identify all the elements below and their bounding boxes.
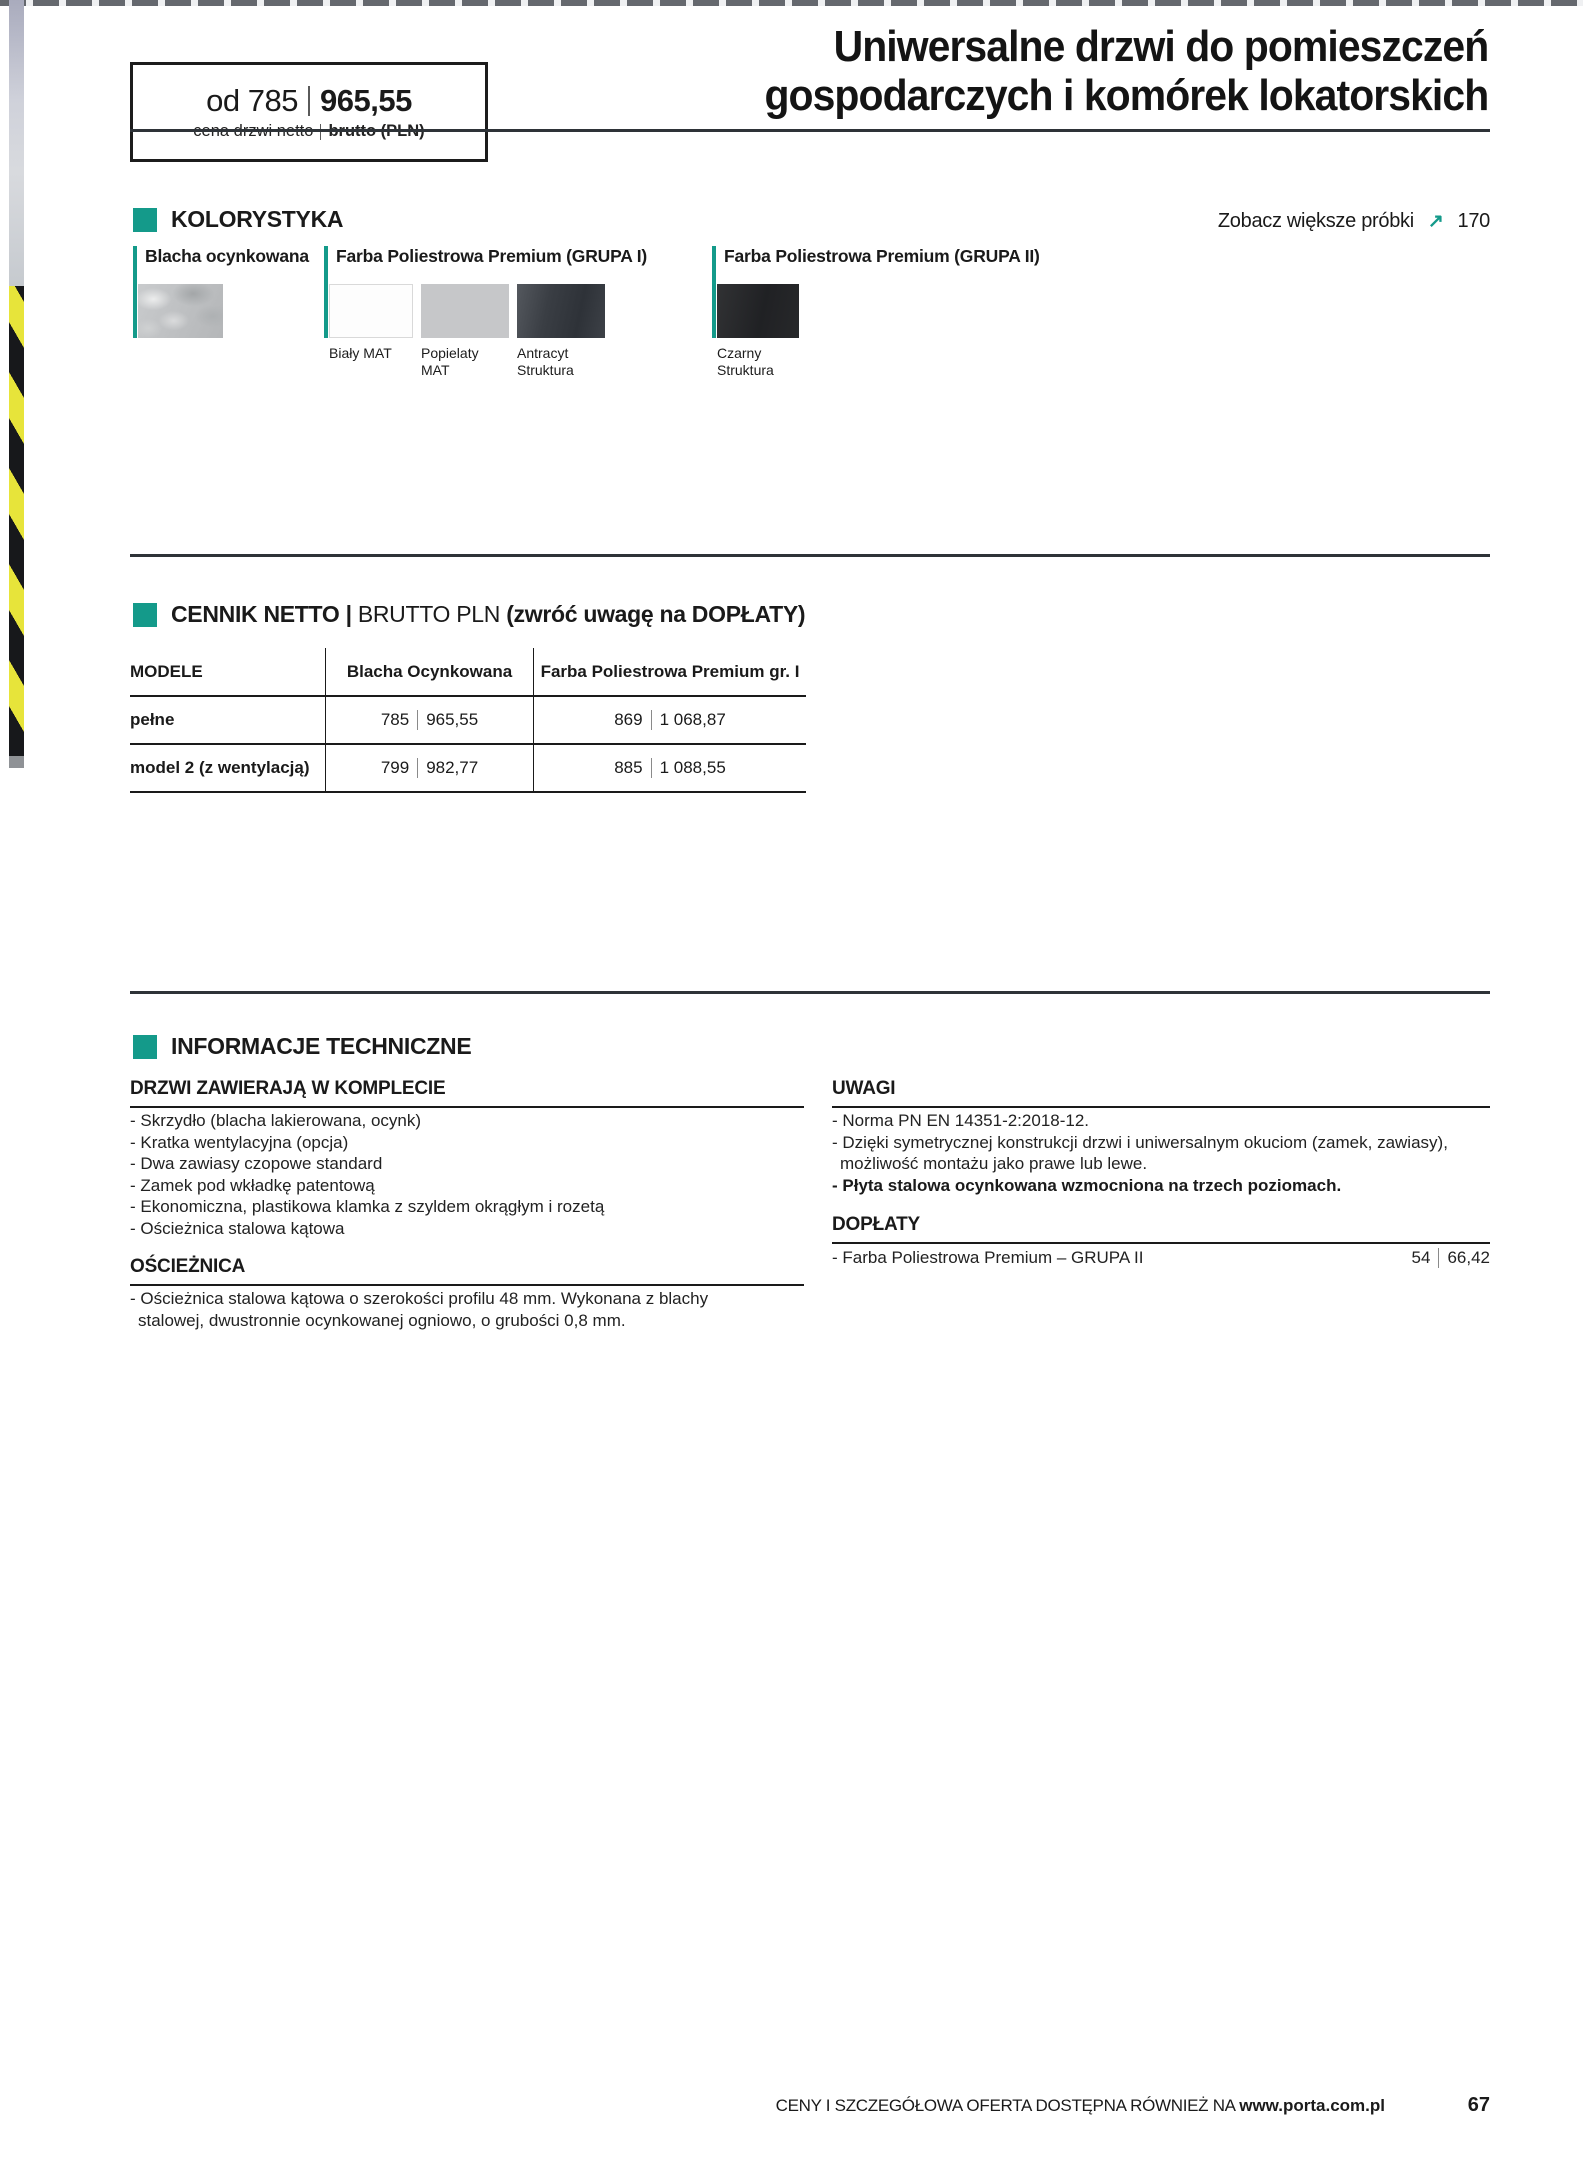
price-prefix: od [206, 83, 240, 118]
price-netto: 54 [1411, 1248, 1431, 1267]
section-header-informacje-techniczne [133, 1033, 471, 1060]
model-name: pełne [130, 710, 175, 729]
surcharge-label: - Farba Poliestrowa Premium – GRUPA II [832, 1248, 1144, 1267]
swatch-blacha-ocynkowana [138, 284, 223, 338]
color-group-farba-grupa-1 [324, 246, 647, 379]
footer-url[interactable]: www.porta.com.pl [1239, 2096, 1385, 2115]
section-title [171, 601, 805, 628]
price-table-header-row [130, 648, 806, 697]
price-brutto: 1 088,55 [659, 758, 726, 777]
price-cell [533, 697, 806, 743]
swatch-bialy-mat [329, 284, 413, 338]
section-title: INFORMACJE TECHNICZNE [171, 1033, 472, 1059]
color-group-label: Blacha ocynkowana [145, 246, 309, 266]
price-cell [533, 745, 806, 791]
cennik-bold2: (zwróć uwagę na DOPŁATY) [506, 601, 806, 627]
group-accent-bar [133, 246, 137, 338]
list-item: - Dwa zawiasy czopowe standard [130, 1154, 383, 1173]
price-netto: 799 [380, 758, 410, 777]
list-item-bold: - Płyta stalowa ocynkowana wzmocniona na trzech poziomach. [832, 1175, 1342, 1195]
list-item: - Zamek pod wkładkę patentową [130, 1175, 375, 1195]
column-header-blacha: Blacha Ocynkowana [325, 648, 533, 695]
price-netto: 785 [380, 710, 410, 729]
cennik-regular: BRUTTO PLN [357, 601, 501, 627]
list-item: - Norma PN EN 14351-2:2018-12. [832, 1111, 1090, 1130]
price-separator [651, 758, 652, 778]
price-cell [325, 697, 533, 743]
header-divider [130, 129, 1490, 132]
list-item: - Skrzydło (blacha lakierowana, ocynk) [130, 1111, 422, 1130]
swatch-czarny-struktura [717, 284, 799, 338]
price-separator [417, 710, 418, 730]
price-box-main [206, 83, 412, 119]
model-name: model 2 (z wentylacją) [130, 758, 310, 777]
swatch-antracyt-struktura [517, 284, 605, 338]
page-title-line1: Uniwersalne drzwi do pomieszczeń [833, 22, 1488, 71]
subheading-oscieznica: OŚCIEŻNICA [130, 1256, 804, 1286]
color-group-label: Farba Poliestrowa Premium (GRUPA I) [336, 246, 647, 266]
price-netto: 785 [247, 83, 298, 118]
page-number: 67 [1467, 2094, 1490, 2116]
price-box [130, 62, 488, 162]
column-header-modele: MODELE [130, 661, 203, 681]
subheading-uwagi: UWAGI [832, 1078, 1490, 1108]
swatch-label: Biały MAT [329, 345, 392, 361]
see-larger-samples-page-ref[interactable]: 170 [1457, 210, 1490, 232]
price-brutto: 965,55 [320, 83, 412, 118]
price-separator [651, 710, 652, 730]
color-group-label: Farba Poliestrowa Premium (GRUPA II) [724, 246, 1040, 266]
price-separator [417, 758, 418, 778]
swatch-label: Popielaty MAT [421, 345, 479, 378]
price-table [130, 648, 806, 793]
list-item: - Kratka wentylacyjna (opcja) [130, 1132, 349, 1152]
swatch-popielaty-mat [421, 284, 509, 338]
surcharge-row [832, 1248, 1490, 1268]
arrow-up-right-icon: ↗ [1427, 211, 1444, 232]
swatch-label: Antracyt Struktura [517, 345, 574, 378]
subheading-drzwi-zawieraja: DRZWI ZAWIERAJĄ W KOMPLECIE [130, 1078, 804, 1108]
section-bullet [133, 603, 157, 627]
section-divider [130, 554, 1490, 557]
list-item: - Ościeżnica stalowa kątowa [130, 1218, 345, 1238]
price-brutto: 66,42 [1447, 1248, 1490, 1267]
section-header-cennik [133, 601, 805, 628]
included-items-list [130, 1110, 804, 1239]
notes-list [832, 1110, 1490, 1196]
list-item: - Ekonomiczna, plastikowa klamka z szyldem okrągłym i rozetą [130, 1197, 605, 1216]
footer-note [776, 2096, 1385, 2116]
price-separator [1438, 1248, 1439, 1268]
surcharge-value [1412, 1248, 1490, 1268]
page-title-line2: gospodarczych i komórek lokatorskich [764, 71, 1488, 120]
page-top-edge-texture [0, 0, 1583, 6]
table-row [130, 697, 806, 745]
see-larger-samples-label[interactable]: Zobacz większe próbki [1217, 210, 1414, 232]
see-larger-samples-link[interactable] [1218, 210, 1490, 233]
footer-text: CENY I SZCZEGÓŁOWA OFERTA DOSTĘPNA RÓWNIEŻ NA [775, 2096, 1235, 2115]
section-bullet [133, 1035, 157, 1059]
price-separator [308, 86, 310, 116]
list-item: - Dzięki symetrycznej konstrukcji drzwi i uniwersalnym okuciom (zamek, zawiasy), możliwość montażu jako prawe lub lewe. [832, 1132, 1448, 1173]
color-group-farba-grupa-2 [712, 246, 1040, 379]
left-photo-edge-strip [9, 0, 24, 770]
price-netto: 869 [614, 710, 643, 729]
subheading-doplaty: DOPŁATY [832, 1214, 1490, 1244]
price-brutto: 982,77 [426, 758, 479, 777]
photo-strip-floor [9, 756, 24, 768]
color-group-blacha-ocynkowana [133, 246, 309, 345]
page-title [764, 22, 1488, 120]
section-divider [130, 991, 1490, 994]
section-header-kolorystyka [133, 206, 343, 233]
group-accent-bar [324, 246, 328, 338]
photo-strip-warning-tape [9, 286, 24, 756]
group-accent-bar [712, 246, 716, 338]
section-title: KOLORYSTYKA [171, 206, 344, 232]
price-brutto: 965,55 [426, 710, 479, 729]
price-brutto: 1 068,87 [659, 710, 726, 729]
price-cell [325, 745, 533, 791]
column-header-farba: Farba Poliestrowa Premium gr. I [533, 648, 806, 695]
frame-description [130, 1288, 740, 1331]
frame-text: - Ościeżnica stalowa kątowa o szerokości profilu 48 mm. Wykonana z blachy stalowej, dwustronnie ocynkowanej ogniowo, o grubości 0,8 mm. [130, 1289, 709, 1330]
swatch-label: Czarny Struktura [717, 345, 774, 378]
section-bullet [133, 208, 157, 232]
table-row [130, 745, 806, 793]
cennik-bold1: CENNIK NETTO | [171, 601, 352, 627]
price-netto: 885 [614, 758, 643, 777]
photo-strip-wall [9, 0, 24, 286]
